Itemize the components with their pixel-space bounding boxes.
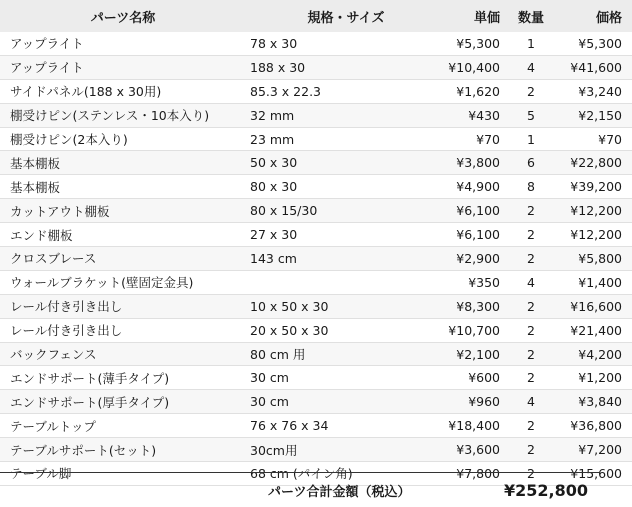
cell-unit-price: ¥3,800 xyxy=(416,151,504,175)
cell-price: ¥70 xyxy=(558,127,632,151)
table-row xyxy=(0,103,632,127)
table-body xyxy=(0,32,632,485)
cell-qty: 1 xyxy=(504,127,558,151)
cell-qty: 2 xyxy=(504,223,558,247)
cell-price: ¥36,800 xyxy=(558,414,632,438)
cell-qty: 2 xyxy=(504,366,558,390)
cell-unit-price: ¥3,600 xyxy=(416,438,504,462)
cell-name: レール付き引き出し xyxy=(0,294,246,318)
header-row xyxy=(0,0,632,32)
table-row xyxy=(0,270,632,294)
cell-spec: 68 cm (パイン角) xyxy=(246,462,416,486)
cell-unit-price: ¥8,300 xyxy=(416,294,504,318)
cell-unit-price: ¥600 xyxy=(416,366,504,390)
cell-qty: 2 xyxy=(504,247,558,271)
cell-name: エンドサポート(厚手タイプ) xyxy=(0,390,246,414)
cell-qty: 2 xyxy=(504,438,558,462)
total-row xyxy=(0,472,600,507)
cell-spec: 23 mm xyxy=(246,127,416,151)
cell-unit-price: ¥1,620 xyxy=(416,79,504,103)
cell-unit-price: ¥2,900 xyxy=(416,247,504,271)
cell-unit-price: ¥18,400 xyxy=(416,414,504,438)
header-price: 価格 xyxy=(558,0,632,32)
table-row xyxy=(0,32,632,55)
header-unit-price: 単価 xyxy=(416,0,504,32)
table-row xyxy=(0,79,632,103)
table-row xyxy=(0,438,632,462)
cell-name: アップライト xyxy=(0,55,246,79)
cell-name: ウォールブラケット(壁固定金具) xyxy=(0,270,246,294)
cell-spec: 30 cm xyxy=(246,366,416,390)
cell-price: ¥1,400 xyxy=(558,270,632,294)
cell-name: 基本棚板 xyxy=(0,151,246,175)
cell-qty: 8 xyxy=(504,175,558,199)
table-row xyxy=(0,390,632,414)
cell-spec: 32 mm xyxy=(246,103,416,127)
cell-name: テーブルサポート(セット) xyxy=(0,438,246,462)
cell-name: エンド棚板 xyxy=(0,223,246,247)
cell-qty: 2 xyxy=(504,414,558,438)
total-label: パーツ合計金額（税込） xyxy=(268,484,411,500)
table-row xyxy=(0,247,632,271)
cell-name: クロスブレース xyxy=(0,247,246,271)
header-name: パーツ名称 xyxy=(0,0,246,32)
cell-price: ¥12,200 xyxy=(558,199,632,223)
table-row xyxy=(0,318,632,342)
cell-name: 棚受けピン(ステンレス・10本入り) xyxy=(0,103,246,127)
cell-name: バックフェンス xyxy=(0,342,246,366)
cell-price: ¥7,200 xyxy=(558,438,632,462)
cell-qty: 6 xyxy=(504,151,558,175)
table-row xyxy=(0,151,632,175)
cell-price: ¥5,800 xyxy=(558,247,632,271)
cell-name: テーブル脚 xyxy=(0,462,246,486)
table-row xyxy=(0,199,632,223)
cell-price: ¥4,200 xyxy=(558,342,632,366)
cell-name: 基本棚板 xyxy=(0,175,246,199)
cell-unit-price: ¥7,800 xyxy=(416,462,504,486)
cell-spec: 143 cm xyxy=(246,247,416,271)
table-row xyxy=(0,55,632,79)
cell-unit-price: ¥10,700 xyxy=(416,318,504,342)
total-value: ¥252,800 xyxy=(503,480,588,500)
cell-unit-price: ¥350 xyxy=(416,270,504,294)
cell-spec: 80 x 30 xyxy=(246,175,416,199)
cell-unit-price: ¥2,100 xyxy=(416,342,504,366)
cell-price: ¥12,200 xyxy=(558,223,632,247)
cell-spec: 10 x 50 x 30 xyxy=(246,294,416,318)
cell-unit-price: ¥6,100 xyxy=(416,223,504,247)
cell-name: カットアウト棚板 xyxy=(0,199,246,223)
table-row xyxy=(0,175,632,199)
cell-qty: 5 xyxy=(504,103,558,127)
cell-price: ¥5,300 xyxy=(558,32,632,55)
cell-spec: 27 x 30 xyxy=(246,223,416,247)
cell-spec: 50 x 30 xyxy=(246,151,416,175)
cell-qty: 4 xyxy=(504,390,558,414)
cell-unit-price: ¥70 xyxy=(416,127,504,151)
table-row xyxy=(0,223,632,247)
cell-price: ¥3,240 xyxy=(558,79,632,103)
cell-price: ¥21,400 xyxy=(558,318,632,342)
cell-qty: 2 xyxy=(504,199,558,223)
cell-spec: 80 cm 用 xyxy=(246,342,416,366)
cell-name: エンドサポート(薄手タイプ) xyxy=(0,366,246,390)
cell-spec: 80 x 15/30 xyxy=(246,199,416,223)
cell-qty: 2 xyxy=(504,318,558,342)
cell-price: ¥15,600 xyxy=(558,462,632,486)
header-qty: 数量 xyxy=(504,0,558,32)
cell-name: アップライト xyxy=(0,32,246,55)
cell-name: 棚受けピン(2本入り) xyxy=(0,127,246,151)
cell-spec: 30cm用 xyxy=(246,438,416,462)
cell-qty: 4 xyxy=(504,270,558,294)
table-row xyxy=(0,414,632,438)
cell-name: テーブルトップ xyxy=(0,414,246,438)
cell-unit-price: ¥5,300 xyxy=(416,32,504,55)
cell-price: ¥16,600 xyxy=(558,294,632,318)
cell-unit-price: ¥6,100 xyxy=(416,199,504,223)
cell-price: ¥3,840 xyxy=(558,390,632,414)
cell-spec: 78 x 30 xyxy=(246,32,416,55)
table-row xyxy=(0,127,632,151)
cell-spec: 76 x 76 x 34 xyxy=(246,414,416,438)
cell-qty: 2 xyxy=(504,294,558,318)
cell-price: ¥1,200 xyxy=(558,366,632,390)
cell-spec: 30 cm xyxy=(246,390,416,414)
header-spec: 規格・サイズ xyxy=(246,0,416,32)
table-header xyxy=(0,0,632,32)
cell-price: ¥41,600 xyxy=(558,55,632,79)
cell-spec: 85.3 x 22.3 xyxy=(246,79,416,103)
cell-qty: 2 xyxy=(504,342,558,366)
cell-spec: 20 x 50 x 30 xyxy=(246,318,416,342)
cell-unit-price: ¥4,900 xyxy=(416,175,504,199)
table-row xyxy=(0,366,632,390)
cell-unit-price: ¥430 xyxy=(416,103,504,127)
cell-unit-price: ¥10,400 xyxy=(416,55,504,79)
cell-spec xyxy=(246,270,416,294)
cell-name: サイドパネル(188 x 30用) xyxy=(0,79,246,103)
cell-name: レール付き引き出し xyxy=(0,318,246,342)
table-row xyxy=(0,342,632,366)
table-row xyxy=(0,294,632,318)
cell-unit-price: ¥960 xyxy=(416,390,504,414)
cell-qty: 4 xyxy=(504,55,558,79)
cell-price: ¥39,200 xyxy=(558,175,632,199)
cell-spec: 188 x 30 xyxy=(246,55,416,79)
cell-qty: 2 xyxy=(504,79,558,103)
cell-qty: 1 xyxy=(504,32,558,55)
cell-qty: 2 xyxy=(504,462,558,486)
cell-price: ¥2,150 xyxy=(558,103,632,127)
cell-price: ¥22,800 xyxy=(558,151,632,175)
